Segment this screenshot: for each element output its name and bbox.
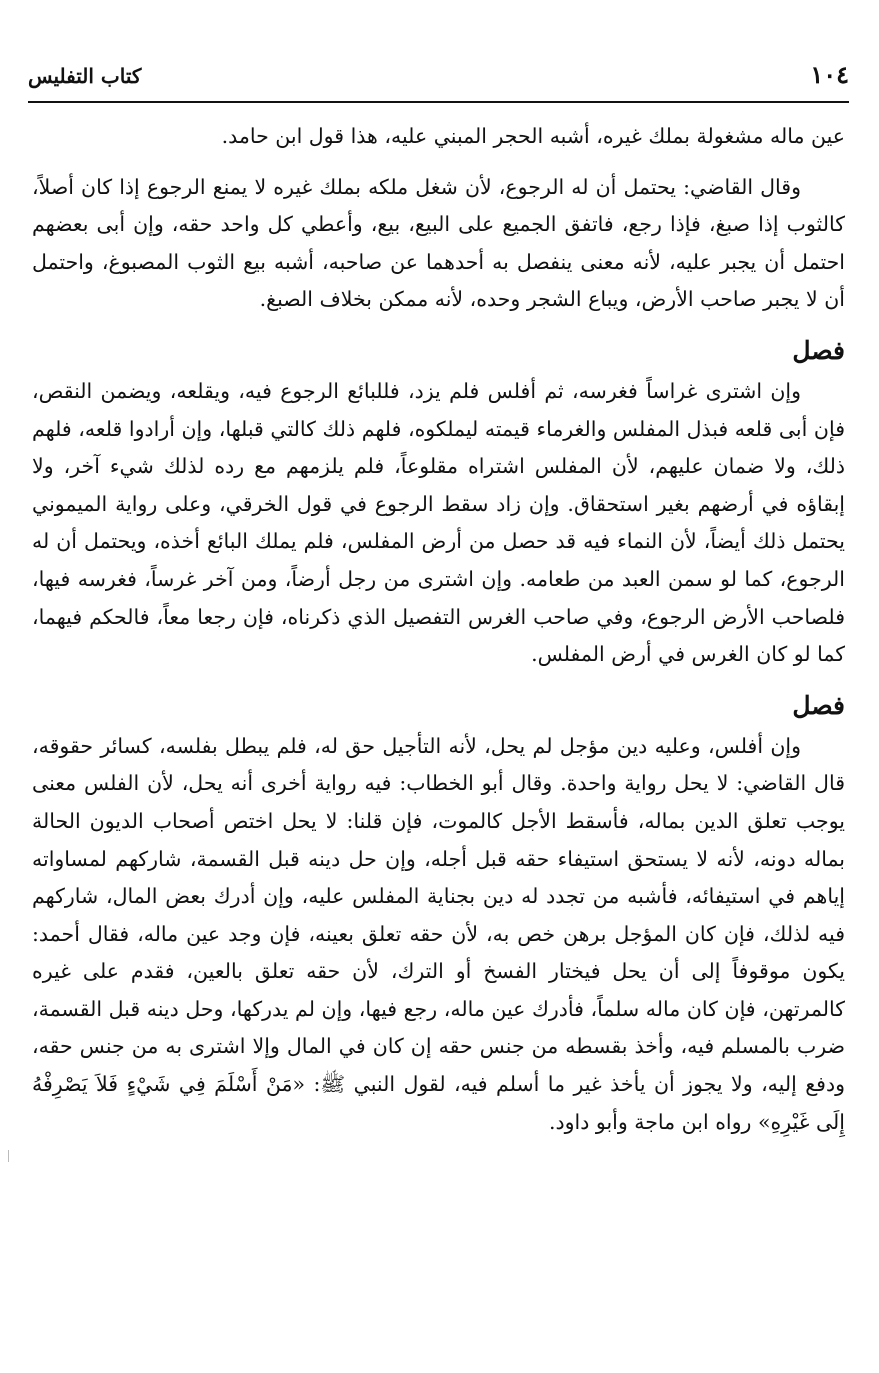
section-2-paragraph: وإن أفلس، وعليه دين مؤجل لم يحل، لأنه التأجيل حق له، فلم يبطل بفلسه، كسائر حقوقه، قال القاضي: لا يحل رواية واحدة. وقال أبو الخطاب: فيه رواية أخرى أنه يحل، لأن الفلس معنى يوجب تعلق الدين بماله، فأسقط الأجل كالموت، فإن قلنا: لا يحل اختص أصحاب الديون الحالة بماله دونه، لأنه لا يستحق استيفاء حقه قبل أجله، وإن حل دينه قبل القسمة، شاركهم لمساواته إياهم في استيفائه، فأشبه من تجدد له دين بجناية المفلس عليه، وإن أدرك بعض المال، شاركهم فيه لذلك، فإن كان المؤجل برهن خص به، لأن حقه تعلق بعينه، فإن وجد عين ماله، فقال أحمد: يكون موقوفاً إلى أن يحل فيختار الفسخ أو الترك، لأن حقه تعلق بالعين، فقدم على غيره كالمرتهن، فإن كان ماله سلماً، فأدرك عين ماله، رجع فيها، وإن لم يدركها، وحل دينه قبل القسمة، ضرب بالمسلم فيه، وأخذ بقسطه من جنس حقه إن كان في المال وإلا اشترى به من جنس حقه، ودفع إليه، ولا يجوز أن يأخذ غير ما أسلم فيه، لقول النبي ﷺ: «مَنْ أَسْلَمَ فِي شَيْءٍ فَلاَ يَصْرِفْهُ إِلَى غَيْرِهِ» رواه ابن ماجة وأبو داود. <box>32 733 845 1134</box>
page-number: ١٠٤ <box>810 60 849 89</box>
intro-paragraph: عين ماله مشغولة بملك غيره، أشبه الحجر المبني عليه، هذا قول ابن حامد. <box>221 124 845 148</box>
section-heading-2: فصل <box>792 690 845 720</box>
section-heading-1: فصل <box>792 335 845 365</box>
qadi-paragraph: وقال القاضي: يحتمل أن له الرجوع، لأن شغل ملكه بملك غيره لا يمنع الرجوع إذا كان أصلاً، كالثوب إذا صبغ، فإذا رجع، فاتفق الجميع على البيع، بيع، وأعطي كل واحد حقه، وإن أبى بعضهم احتمل أن يجبر عليه، لأنه معنى ينفصل به أحدهما عن صاحبه، أشبه بيع الثوب المصبوغ، واحتمل أن لا يجبر صاحب الأرض، ويباع الشجر وحده، لأنه ممكن بخلاف الصبغ. <box>32 174 845 312</box>
page-header <box>28 58 849 98</box>
section-1-paragraph: وإن اشترى غراساً فغرسه، ثم أفلس فلم يزد، فللبائع الرجوع فيه، ويقلعه، ويضمن النقص، فإن أبى قلعه فبذل المفلس والغرماء قيمته ليملكوه، فلهم ذلك كالتي قبلها، وإن أرادوا قلعه، فلهم ذلك، ولا ضمان عليهم، لأن المفلس اشتراه مقلوعاً، فلم يلزمهم مع رده لذلك شيء آخر، ولا إبقاؤه في أرضهم بغير استحقاق. وإن زاد سقط الرجوع في قول الخرقي، وعلى رواية الميموني يحتمل ذلك أيضاً، لأن النماء فيه قد حصل من أرض المفلس، فلم يملك البائع أخذه، ويحتمل أن له الرجوع، كما لو سمن العبد من طعامه. وإن اشترى من رجل أرضاً، ومن آخر غرساً، فغرسه فيها، فلصاحب الأرض الرجوع، وفي صاحب الغرس التفصيل الذي ذكرناه، فإن رجعا معاً، فالحكم فيهما، كما لو كان الغرس في أرض المفلس. <box>32 378 845 667</box>
page-body <box>32 118 845 1141</box>
running-title: كتاب التفليس <box>28 64 142 88</box>
paragraph-gap <box>32 156 845 169</box>
scan-mark <box>8 1150 9 1162</box>
header-rule <box>28 101 849 103</box>
